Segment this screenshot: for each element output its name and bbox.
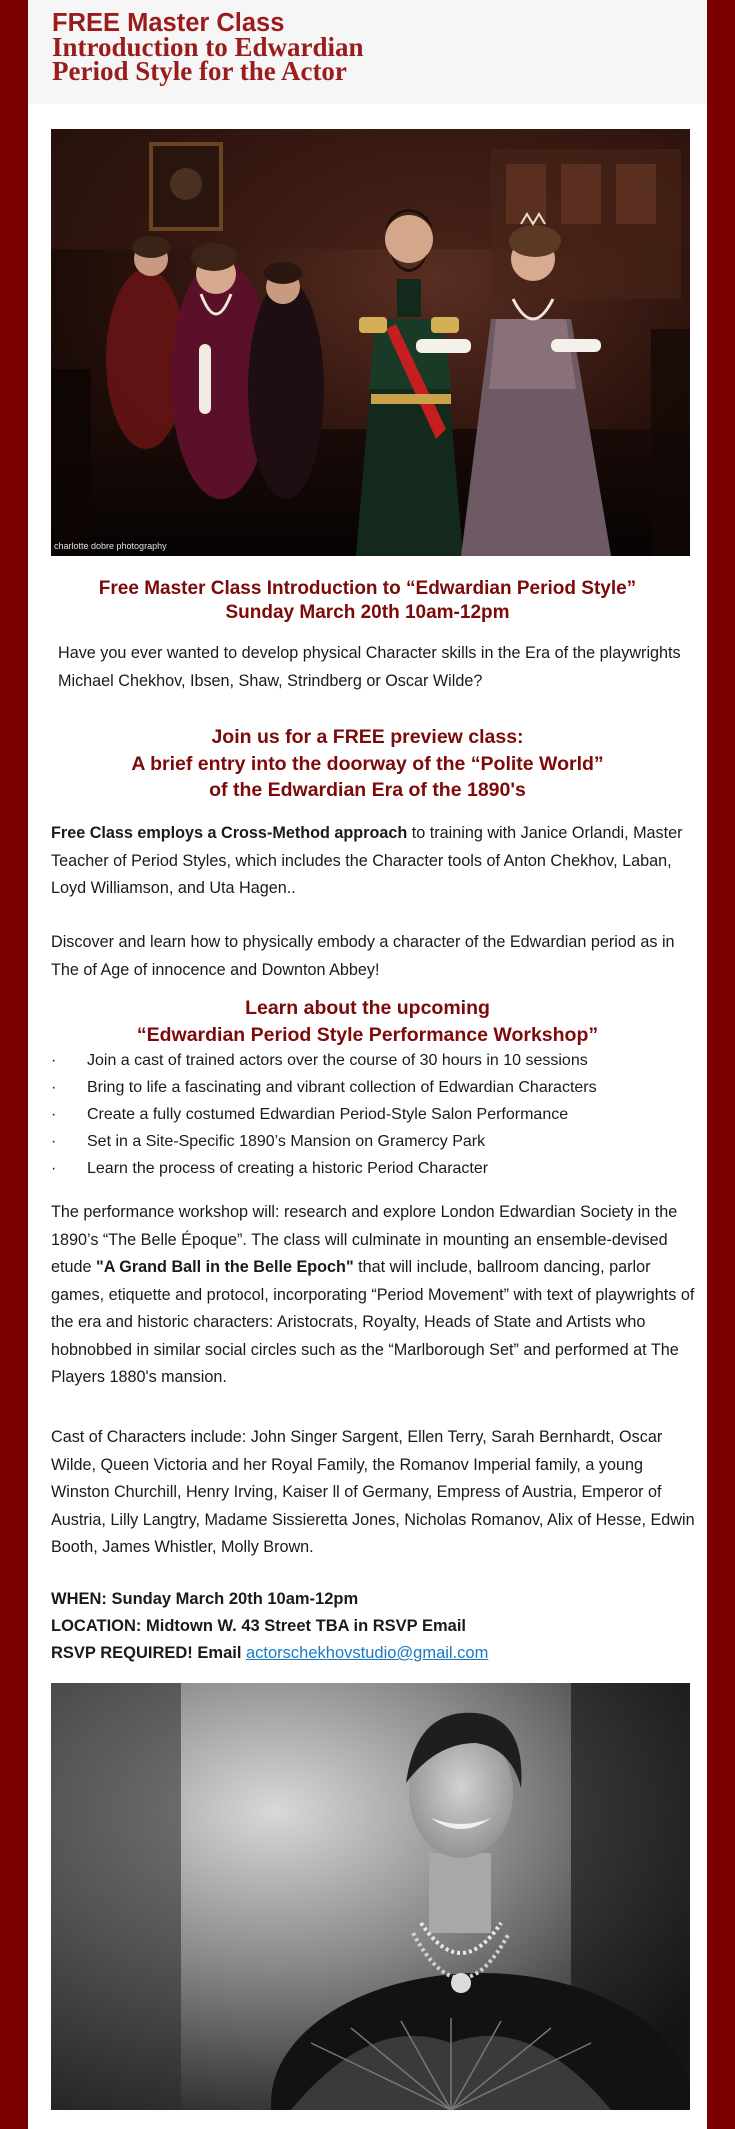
ball-photo bbox=[51, 129, 690, 556]
workshop-heading bbox=[28, 995, 707, 1048]
list-item-text: Create a fully costumed Edwardian Period-Style Salon Performance bbox=[87, 1106, 569, 1123]
workshop-heading-line-1: Learn about the upcoming bbox=[245, 997, 490, 1019]
list-item bbox=[51, 1155, 697, 1182]
headline-line-1: Free Master Class Introduction to “Edwardian Period Style” bbox=[98, 578, 637, 599]
headline-line-2: Sunday March 20th 10am-12pm bbox=[225, 602, 510, 623]
page-title bbox=[52, 9, 672, 86]
bullet-dot: · bbox=[51, 1160, 57, 1177]
when-line: WHEN: Sunday March 20th 10am-12pm bbox=[51, 1590, 359, 1608]
event-details bbox=[51, 1586, 697, 1667]
workshop-description bbox=[51, 1199, 697, 1392]
workshop-desc-part-1: The performance workshop will: research and explore London Edwardian Society in the 1890’s “The Belle Époque”. The class will culminate in mounting an ensemble-devised etude bbox=[51, 1203, 678, 1276]
location-line: LOCATION: Midtown W. 43 Street TBA in RSVP Email bbox=[51, 1617, 466, 1635]
workshop-bullet-list bbox=[51, 1047, 697, 1182]
title-line-2: Introduction to Edwardian bbox=[52, 32, 364, 62]
preview-heading bbox=[28, 724, 707, 804]
photo-credit: charlotte dobre photography bbox=[54, 541, 167, 551]
preview-line-2: A brief entry into the doorway of the “Polite World” bbox=[131, 752, 604, 775]
approach-bold: Free Class employs a Cross-Method approach bbox=[51, 824, 408, 842]
ball-photo-image bbox=[51, 129, 690, 556]
bullet-dot: · bbox=[51, 1052, 57, 1069]
list-item bbox=[51, 1074, 697, 1101]
headline bbox=[28, 577, 707, 625]
workshop-desc-bold: "A Grand Ball in the Belle Epoch" bbox=[96, 1258, 354, 1276]
discover-paragraph: Discover and learn how to physically embody a character of the Edwardian period as in The of Age of innocence and Downton Abbey! bbox=[51, 933, 675, 979]
bullet-dot: · bbox=[51, 1133, 57, 1150]
list-item-text: Learn the process of creating a historic Period Character bbox=[87, 1160, 489, 1177]
preview-line-1: Join us for a FREE preview class: bbox=[211, 726, 524, 748]
portrait-photo-image bbox=[51, 1683, 690, 2110]
list-item-text: Set in a Site-Specific 1890’s Mansion on Gramercy Park bbox=[87, 1133, 486, 1150]
bullet-dot: · bbox=[51, 1079, 57, 1096]
list-item-text: Bring to life a fascinating and vibrant collection of Edwardian Characters bbox=[87, 1079, 597, 1096]
cast-paragraph: Cast of Characters include: John Singer Sargent, Ellen Terry, Sarah Bernhardt, Oscar Wilde, Queen Victoria and her Royal Family, the Romanov Imperial family, a young Winston Churchill, Henry Irving, Kaiser ll of Germany, Empress of Austria, Emperor of Austria, Lilly Langtry, Madame Sissieretta Jones, Nicholas Romanov, Alix of Hesse, Edwin Booth, James Whistler, Molly Brown. bbox=[51, 1428, 695, 1556]
preview-line-3: of the Edwardian Era of the 1890's bbox=[209, 779, 526, 801]
rsvp-line bbox=[51, 1640, 697, 1667]
title-line-3: Period Style for the Actor bbox=[52, 56, 347, 86]
rsvp-email-link[interactable]: actorschekhovstudio@gmail.com bbox=[246, 1644, 489, 1662]
approach-paragraph bbox=[51, 820, 697, 903]
list-item bbox=[51, 1128, 697, 1155]
rsvp-label: RSVP REQUIRED! Email bbox=[51, 1644, 246, 1662]
bullet-dot: · bbox=[51, 1106, 57, 1123]
portrait-photo bbox=[51, 1683, 690, 2110]
title-line-1: FREE Master Class bbox=[52, 9, 285, 37]
intro-paragraph: Have you ever wanted to develop physical Character skills in the Era of the playwrights Michael Chekhov, Ibsen, Shaw, Strindberg or Oscar Wilde? bbox=[58, 644, 681, 690]
list-item-text: Join a cast of trained actors over the course of 30 hours in 10 sessions bbox=[87, 1052, 588, 1069]
header-banner bbox=[28, 0, 707, 104]
email-page bbox=[28, 0, 707, 2129]
approach-text: to training with Janice Orlandi, Master Teacher of Period Styles, which includes the Character tools of Anton Chekhov, Laban, Loyd Williamson, and Uta Hagen.. bbox=[51, 824, 683, 897]
workshop-heading-line-2: “Edwardian Period Style Performance Workshop” bbox=[136, 1023, 599, 1046]
list-item bbox=[51, 1047, 697, 1074]
workshop-desc-part-2: that will include, ballroom dancing, parlor games, etiquette and protocol, incorporating “Period Movement” with text of playwrights of the era and historic characters: Aristocrats, Royalty, Heads of State and Artists who hobnobbed in similar social circles such as the “Marlborough Set” and performed at The Players 1880's mansion. bbox=[51, 1258, 695, 1386]
list-item bbox=[51, 1101, 697, 1128]
